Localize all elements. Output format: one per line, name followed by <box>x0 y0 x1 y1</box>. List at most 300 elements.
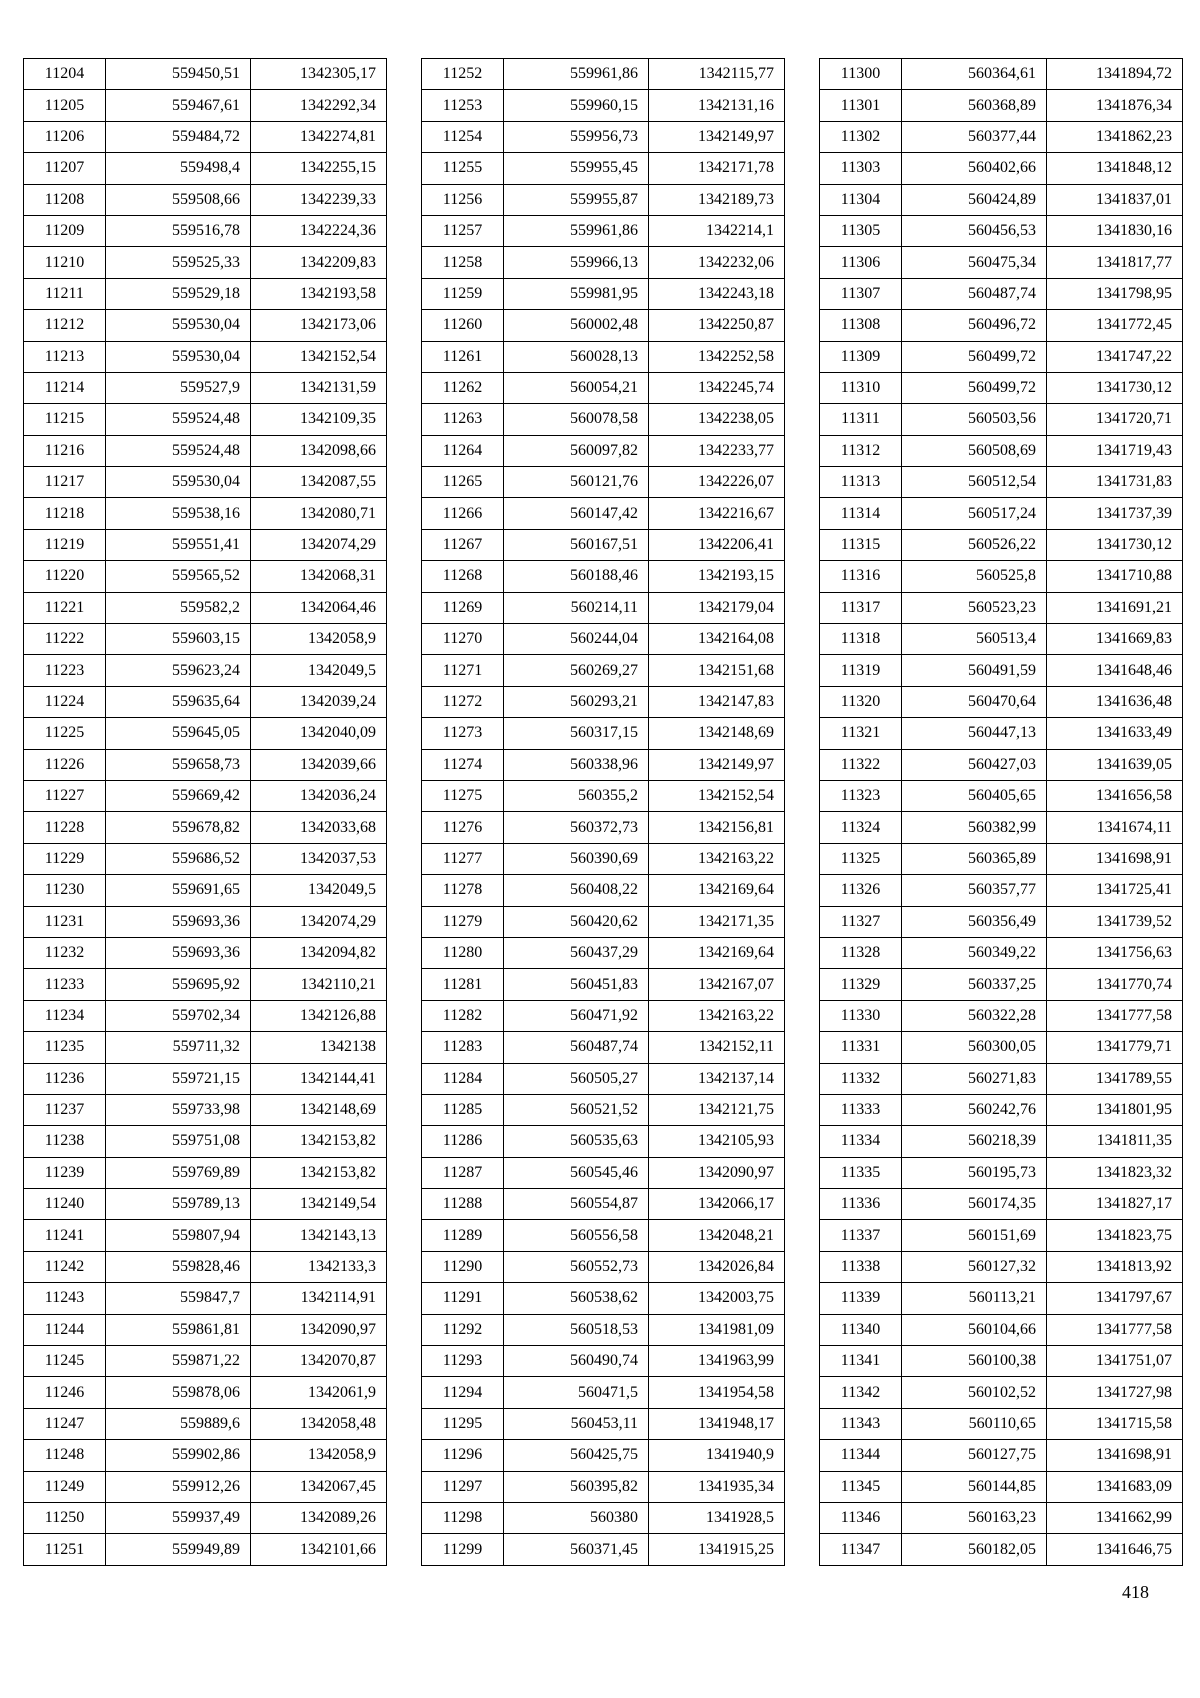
point-number-cell: 11334 <box>820 1126 902 1157</box>
x-coordinate-cell: 560471,92 <box>504 1000 649 1031</box>
y-coordinate-cell: 1342189,73 <box>649 184 785 215</box>
table-row <box>820 749 1183 780</box>
table-row <box>422 1251 785 1282</box>
table-row <box>820 1502 1183 1533</box>
point-number-cell: 11291 <box>422 1283 504 1314</box>
y-coordinate-cell: 1341770,74 <box>1047 969 1183 1000</box>
y-coordinate-cell: 1342163,22 <box>649 1000 785 1031</box>
point-number-cell: 11310 <box>820 372 902 403</box>
x-coordinate-cell: 560405,65 <box>902 780 1047 811</box>
table-row <box>422 749 785 780</box>
point-number-cell: 11315 <box>820 529 902 560</box>
table-row <box>820 812 1183 843</box>
coordinate-table-body <box>820 59 1183 1566</box>
table-row <box>820 686 1183 717</box>
y-coordinate-cell: 1341633,49 <box>1047 718 1183 749</box>
x-coordinate-cell: 560147,42 <box>504 498 649 529</box>
coordinate-table-1 <box>23 58 387 1566</box>
x-coordinate-cell: 560097,82 <box>504 435 649 466</box>
table-row <box>24 1314 387 1345</box>
point-number-cell: 11295 <box>422 1408 504 1439</box>
y-coordinate-cell: 1342058,48 <box>251 1408 387 1439</box>
x-coordinate-cell: 560470,64 <box>902 686 1047 717</box>
x-coordinate-cell: 559538,16 <box>106 498 251 529</box>
y-coordinate-cell: 1342243,18 <box>649 278 785 309</box>
y-coordinate-cell: 1341725,41 <box>1047 875 1183 906</box>
point-number-cell: 11344 <box>820 1440 902 1471</box>
point-number-cell: 11215 <box>24 404 106 435</box>
point-number-cell: 11347 <box>820 1534 902 1565</box>
point-number-cell: 11269 <box>422 592 504 623</box>
point-number-cell: 11282 <box>422 1000 504 1031</box>
point-number-cell: 11248 <box>24 1440 106 1471</box>
y-coordinate-cell: 1341963,99 <box>649 1346 785 1377</box>
table-row <box>820 1408 1183 1439</box>
point-number-cell: 11276 <box>422 812 504 843</box>
table-row <box>422 404 785 435</box>
table-row <box>422 1063 785 1094</box>
y-coordinate-cell: 1341747,22 <box>1047 341 1183 372</box>
point-number-cell: 11330 <box>820 1000 902 1031</box>
y-coordinate-cell: 1341948,17 <box>649 1408 785 1439</box>
table-row <box>820 121 1183 152</box>
point-number-cell: 11243 <box>24 1283 106 1314</box>
point-number-cell: 11222 <box>24 624 106 655</box>
table-row <box>24 1094 387 1125</box>
y-coordinate-cell: 1341646,75 <box>1047 1534 1183 1565</box>
table-row <box>24 341 387 372</box>
x-coordinate-cell: 560402,66 <box>902 153 1047 184</box>
x-coordinate-cell: 560526,22 <box>902 529 1047 560</box>
x-coordinate-cell: 559635,64 <box>106 686 251 717</box>
y-coordinate-cell: 1342252,58 <box>649 341 785 372</box>
x-coordinate-cell: 559955,45 <box>504 153 649 184</box>
x-coordinate-cell: 560121,76 <box>504 467 649 498</box>
table-row <box>422 90 785 121</box>
table-row <box>422 1502 785 1533</box>
point-number-cell: 11265 <box>422 467 504 498</box>
y-coordinate-cell: 1342037,53 <box>251 843 387 874</box>
point-number-cell: 11288 <box>422 1189 504 1220</box>
x-coordinate-cell: 559658,73 <box>106 749 251 780</box>
point-number-cell: 11259 <box>422 278 504 309</box>
y-coordinate-cell: 1341876,34 <box>1047 90 1183 121</box>
x-coordinate-cell: 559861,81 <box>106 1314 251 1345</box>
point-number-cell: 11285 <box>422 1094 504 1125</box>
y-coordinate-cell: 1342058,9 <box>251 1440 387 1471</box>
table-row <box>820 1440 1183 1471</box>
y-coordinate-cell: 1341731,83 <box>1047 467 1183 498</box>
x-coordinate-cell: 559678,82 <box>106 812 251 843</box>
x-coordinate-cell: 560322,28 <box>902 1000 1047 1031</box>
x-coordinate-cell: 560447,13 <box>902 718 1047 749</box>
table-row <box>24 498 387 529</box>
x-coordinate-cell: 559693,36 <box>106 937 251 968</box>
point-number-cell: 11316 <box>820 561 902 592</box>
y-coordinate-cell: 1342156,81 <box>649 812 785 843</box>
table-row <box>24 624 387 655</box>
x-coordinate-cell: 559669,42 <box>106 780 251 811</box>
table-row <box>422 1408 785 1439</box>
y-coordinate-cell: 1342169,64 <box>649 875 785 906</box>
point-number-cell: 11231 <box>24 906 106 937</box>
x-coordinate-cell: 560113,21 <box>902 1283 1047 1314</box>
y-coordinate-cell: 1342224,36 <box>251 215 387 246</box>
y-coordinate-cell: 1342153,82 <box>251 1157 387 1188</box>
table-row <box>820 184 1183 215</box>
table-row <box>422 1157 785 1188</box>
point-number-cell: 11227 <box>24 780 106 811</box>
table-row <box>422 1471 785 1502</box>
y-coordinate-cell: 1342090,97 <box>649 1157 785 1188</box>
table-row <box>820 1314 1183 1345</box>
x-coordinate-cell: 560395,82 <box>504 1471 649 1502</box>
y-coordinate-cell: 1341720,71 <box>1047 404 1183 435</box>
point-number-cell: 11341 <box>820 1346 902 1377</box>
y-coordinate-cell: 1342152,11 <box>649 1032 785 1063</box>
point-number-cell: 11279 <box>422 906 504 937</box>
table-row <box>24 184 387 215</box>
point-number-cell: 11209 <box>24 215 106 246</box>
x-coordinate-cell: 560372,73 <box>504 812 649 843</box>
table-row <box>422 372 785 403</box>
x-coordinate-cell: 560242,76 <box>902 1094 1047 1125</box>
y-coordinate-cell: 1342216,67 <box>649 498 785 529</box>
y-coordinate-cell: 1342153,82 <box>251 1126 387 1157</box>
y-coordinate-cell: 1341662,99 <box>1047 1502 1183 1533</box>
y-coordinate-cell: 1342121,75 <box>649 1094 785 1125</box>
y-coordinate-cell: 1342036,24 <box>251 780 387 811</box>
table-row <box>820 1283 1183 1314</box>
point-number-cell: 11264 <box>422 435 504 466</box>
table-row <box>820 969 1183 1000</box>
point-number-cell: 11246 <box>24 1377 106 1408</box>
point-number-cell: 11271 <box>422 655 504 686</box>
x-coordinate-cell: 560371,45 <box>504 1534 649 1565</box>
y-coordinate-cell: 1342143,13 <box>251 1220 387 1251</box>
table-row <box>820 937 1183 968</box>
table-row <box>422 592 785 623</box>
x-coordinate-cell: 560337,25 <box>902 969 1047 1000</box>
point-number-cell: 11313 <box>820 467 902 498</box>
x-coordinate-cell: 560556,58 <box>504 1220 649 1251</box>
point-number-cell: 11233 <box>24 969 106 1000</box>
coordinate-table-2 <box>421 58 785 1566</box>
point-number-cell: 11250 <box>24 1502 106 1533</box>
table-row <box>422 1000 785 1031</box>
point-number-cell: 11308 <box>820 310 902 341</box>
point-number-cell: 11204 <box>24 59 106 90</box>
table-row <box>820 875 1183 906</box>
x-coordinate-cell: 560503,56 <box>902 404 1047 435</box>
x-coordinate-cell: 559582,2 <box>106 592 251 623</box>
x-coordinate-cell: 560453,11 <box>504 1408 649 1439</box>
x-coordinate-cell: 560451,83 <box>504 969 649 1000</box>
point-number-cell: 11205 <box>24 90 106 121</box>
x-coordinate-cell: 560167,51 <box>504 529 649 560</box>
table-row <box>820 1032 1183 1063</box>
table-row <box>820 529 1183 560</box>
y-coordinate-cell: 1342138 <box>251 1032 387 1063</box>
point-number-cell: 11241 <box>24 1220 106 1251</box>
y-coordinate-cell: 1342067,45 <box>251 1471 387 1502</box>
y-coordinate-cell: 1341823,75 <box>1047 1220 1183 1251</box>
table-row <box>24 812 387 843</box>
x-coordinate-cell: 559524,48 <box>106 404 251 435</box>
point-number-cell: 11213 <box>24 341 106 372</box>
x-coordinate-cell: 560554,87 <box>504 1189 649 1220</box>
y-coordinate-cell: 1342066,17 <box>649 1189 785 1220</box>
x-coordinate-cell: 559828,46 <box>106 1251 251 1282</box>
point-number-cell: 11255 <box>422 153 504 184</box>
y-coordinate-cell: 1342245,74 <box>649 372 785 403</box>
point-number-cell: 11346 <box>820 1502 902 1533</box>
x-coordinate-cell: 560420,62 <box>504 906 649 937</box>
point-number-cell: 11242 <box>24 1251 106 1282</box>
y-coordinate-cell: 1341915,25 <box>649 1534 785 1565</box>
table-row <box>422 937 785 968</box>
table-row <box>422 812 785 843</box>
table-row <box>24 1126 387 1157</box>
table-row <box>24 121 387 152</box>
point-number-cell: 11311 <box>820 404 902 435</box>
point-number-cell: 11345 <box>820 1471 902 1502</box>
point-number-cell: 11220 <box>24 561 106 592</box>
x-coordinate-cell: 559769,89 <box>106 1157 251 1188</box>
y-coordinate-cell: 1342061,9 <box>251 1377 387 1408</box>
x-coordinate-cell: 559603,15 <box>106 624 251 655</box>
y-coordinate-cell: 1342149,97 <box>649 121 785 152</box>
y-coordinate-cell: 1342137,14 <box>649 1063 785 1094</box>
y-coordinate-cell: 1342068,31 <box>251 561 387 592</box>
point-number-cell: 11251 <box>24 1534 106 1565</box>
table-row <box>820 498 1183 529</box>
x-coordinate-cell: 560100,38 <box>902 1346 1047 1377</box>
table-row <box>820 843 1183 874</box>
table-row <box>24 718 387 749</box>
x-coordinate-cell: 560271,83 <box>902 1063 1047 1094</box>
table-row <box>24 435 387 466</box>
y-coordinate-cell: 1342255,15 <box>251 153 387 184</box>
point-number-cell: 11216 <box>24 435 106 466</box>
x-coordinate-cell: 560356,49 <box>902 906 1047 937</box>
y-coordinate-cell: 1341777,58 <box>1047 1314 1183 1345</box>
x-coordinate-cell: 560377,44 <box>902 121 1047 152</box>
table-row <box>422 1534 785 1565</box>
table-row <box>24 1032 387 1063</box>
table-row <box>24 1157 387 1188</box>
y-coordinate-cell: 1342167,07 <box>649 969 785 1000</box>
x-coordinate-cell: 559498,4 <box>106 153 251 184</box>
point-number-cell: 11290 <box>422 1251 504 1282</box>
point-number-cell: 11302 <box>820 121 902 152</box>
x-coordinate-cell: 559721,15 <box>106 1063 251 1094</box>
x-coordinate-cell: 560523,23 <box>902 592 1047 623</box>
y-coordinate-cell: 1342074,29 <box>251 529 387 560</box>
table-row <box>820 718 1183 749</box>
x-coordinate-cell: 559981,95 <box>504 278 649 309</box>
y-coordinate-cell: 1341730,12 <box>1047 372 1183 403</box>
point-number-cell: 11331 <box>820 1032 902 1063</box>
y-coordinate-cell: 1342064,46 <box>251 592 387 623</box>
x-coordinate-cell: 559956,73 <box>504 121 649 152</box>
table-row <box>820 278 1183 309</box>
point-number-cell: 11309 <box>820 341 902 372</box>
point-number-cell: 11261 <box>422 341 504 372</box>
y-coordinate-cell: 1342039,24 <box>251 686 387 717</box>
point-number-cell: 11263 <box>422 404 504 435</box>
point-number-cell: 11306 <box>820 247 902 278</box>
point-number-cell: 11266 <box>422 498 504 529</box>
x-coordinate-cell: 560382,99 <box>902 812 1047 843</box>
y-coordinate-cell: 1342163,22 <box>649 843 785 874</box>
y-coordinate-cell: 1341837,01 <box>1047 184 1183 215</box>
point-number-cell: 11333 <box>820 1094 902 1125</box>
y-coordinate-cell: 1342233,77 <box>649 435 785 466</box>
table-row <box>820 153 1183 184</box>
point-number-cell: 11289 <box>422 1220 504 1251</box>
y-coordinate-cell: 1342149,97 <box>649 749 785 780</box>
point-number-cell: 11278 <box>422 875 504 906</box>
point-number-cell: 11319 <box>820 655 902 686</box>
table-row <box>820 780 1183 811</box>
table-row <box>24 310 387 341</box>
table-row <box>820 247 1183 278</box>
y-coordinate-cell: 1341801,95 <box>1047 1094 1183 1125</box>
point-number-cell: 11234 <box>24 1000 106 1031</box>
y-coordinate-cell: 1342105,93 <box>649 1126 785 1157</box>
y-coordinate-cell: 1342250,87 <box>649 310 785 341</box>
table-row <box>422 718 785 749</box>
table-row <box>24 780 387 811</box>
x-coordinate-cell: 560110,65 <box>902 1408 1047 1439</box>
table-row <box>422 686 785 717</box>
y-coordinate-cell: 1341954,58 <box>649 1377 785 1408</box>
y-coordinate-cell: 1341827,17 <box>1047 1189 1183 1220</box>
table-row <box>24 686 387 717</box>
x-coordinate-cell: 559525,33 <box>106 247 251 278</box>
x-coordinate-cell: 559961,86 <box>504 215 649 246</box>
point-number-cell: 11254 <box>422 121 504 152</box>
y-coordinate-cell: 1341772,45 <box>1047 310 1183 341</box>
y-coordinate-cell: 1342131,16 <box>649 90 785 121</box>
y-coordinate-cell: 1342179,04 <box>649 592 785 623</box>
y-coordinate-cell: 1342193,15 <box>649 561 785 592</box>
table-row <box>24 1440 387 1471</box>
point-number-cell: 11337 <box>820 1220 902 1251</box>
table-row <box>820 1126 1183 1157</box>
x-coordinate-cell: 559529,18 <box>106 278 251 309</box>
y-coordinate-cell: 1341928,5 <box>649 1502 785 1533</box>
point-number-cell: 11210 <box>24 247 106 278</box>
x-coordinate-cell: 560368,89 <box>902 90 1047 121</box>
table-row <box>820 1063 1183 1094</box>
y-coordinate-cell: 1342209,83 <box>251 247 387 278</box>
table-row <box>820 1251 1183 1282</box>
table-row <box>820 310 1183 341</box>
y-coordinate-cell: 1342171,35 <box>649 906 785 937</box>
x-coordinate-cell: 559949,89 <box>106 1534 251 1565</box>
x-coordinate-cell: 559902,86 <box>106 1440 251 1471</box>
x-coordinate-cell: 559955,87 <box>504 184 649 215</box>
y-coordinate-cell: 1342206,41 <box>649 529 785 560</box>
x-coordinate-cell: 559450,51 <box>106 59 251 90</box>
point-number-cell: 11335 <box>820 1157 902 1188</box>
point-number-cell: 11257 <box>422 215 504 246</box>
x-coordinate-cell: 559912,26 <box>106 1471 251 1502</box>
point-number-cell: 11224 <box>24 686 106 717</box>
table-row <box>422 215 785 246</box>
point-number-cell: 11217 <box>24 467 106 498</box>
table-row <box>422 1377 785 1408</box>
point-number-cell: 11236 <box>24 1063 106 1094</box>
y-coordinate-cell: 1342214,1 <box>649 215 785 246</box>
y-coordinate-cell: 1341940,9 <box>649 1440 785 1471</box>
point-number-cell: 11325 <box>820 843 902 874</box>
y-coordinate-cell: 1342070,87 <box>251 1346 387 1377</box>
y-coordinate-cell: 1341656,58 <box>1047 780 1183 811</box>
table-row <box>422 341 785 372</box>
y-coordinate-cell: 1341798,95 <box>1047 278 1183 309</box>
x-coordinate-cell: 559889,6 <box>106 1408 251 1439</box>
table-row <box>422 529 785 560</box>
point-number-cell: 11280 <box>422 937 504 968</box>
table-row <box>820 1094 1183 1125</box>
y-coordinate-cell: 1342292,34 <box>251 90 387 121</box>
y-coordinate-cell: 1342305,17 <box>251 59 387 90</box>
point-number-cell: 11327 <box>820 906 902 937</box>
x-coordinate-cell: 559878,06 <box>106 1377 251 1408</box>
table-row <box>24 592 387 623</box>
point-number-cell: 11314 <box>820 498 902 529</box>
table-row <box>820 372 1183 403</box>
table-row <box>24 1502 387 1533</box>
x-coordinate-cell: 560521,52 <box>504 1094 649 1125</box>
table-row <box>24 1346 387 1377</box>
x-coordinate-cell: 559516,78 <box>106 215 251 246</box>
point-number-cell: 11258 <box>422 247 504 278</box>
table-row <box>820 655 1183 686</box>
y-coordinate-cell: 1342239,33 <box>251 184 387 215</box>
y-coordinate-cell: 1341862,23 <box>1047 121 1183 152</box>
x-coordinate-cell: 560424,89 <box>902 184 1047 215</box>
point-number-cell: 11277 <box>422 843 504 874</box>
x-coordinate-cell: 560293,21 <box>504 686 649 717</box>
y-coordinate-cell: 1341823,32 <box>1047 1157 1183 1188</box>
x-coordinate-cell: 560188,46 <box>504 561 649 592</box>
table-row <box>422 780 785 811</box>
table-row <box>24 937 387 968</box>
x-coordinate-cell: 559807,94 <box>106 1220 251 1251</box>
table-row <box>422 906 785 937</box>
x-coordinate-cell: 560525,8 <box>902 561 1047 592</box>
table-row <box>24 278 387 309</box>
point-number-cell: 11256 <box>422 184 504 215</box>
y-coordinate-cell: 1342090,97 <box>251 1314 387 1345</box>
x-coordinate-cell: 560508,69 <box>902 435 1047 466</box>
x-coordinate-cell: 560338,96 <box>504 749 649 780</box>
y-coordinate-cell: 1342003,75 <box>649 1283 785 1314</box>
coordinate-table-3 <box>819 58 1183 1566</box>
table-row <box>24 467 387 498</box>
point-number-cell: 11260 <box>422 310 504 341</box>
table-row <box>422 1032 785 1063</box>
table-row <box>422 1314 785 1345</box>
y-coordinate-cell: 1341691,21 <box>1047 592 1183 623</box>
point-number-cell: 11206 <box>24 121 106 152</box>
table-row <box>24 529 387 560</box>
table-row <box>820 1534 1183 1565</box>
